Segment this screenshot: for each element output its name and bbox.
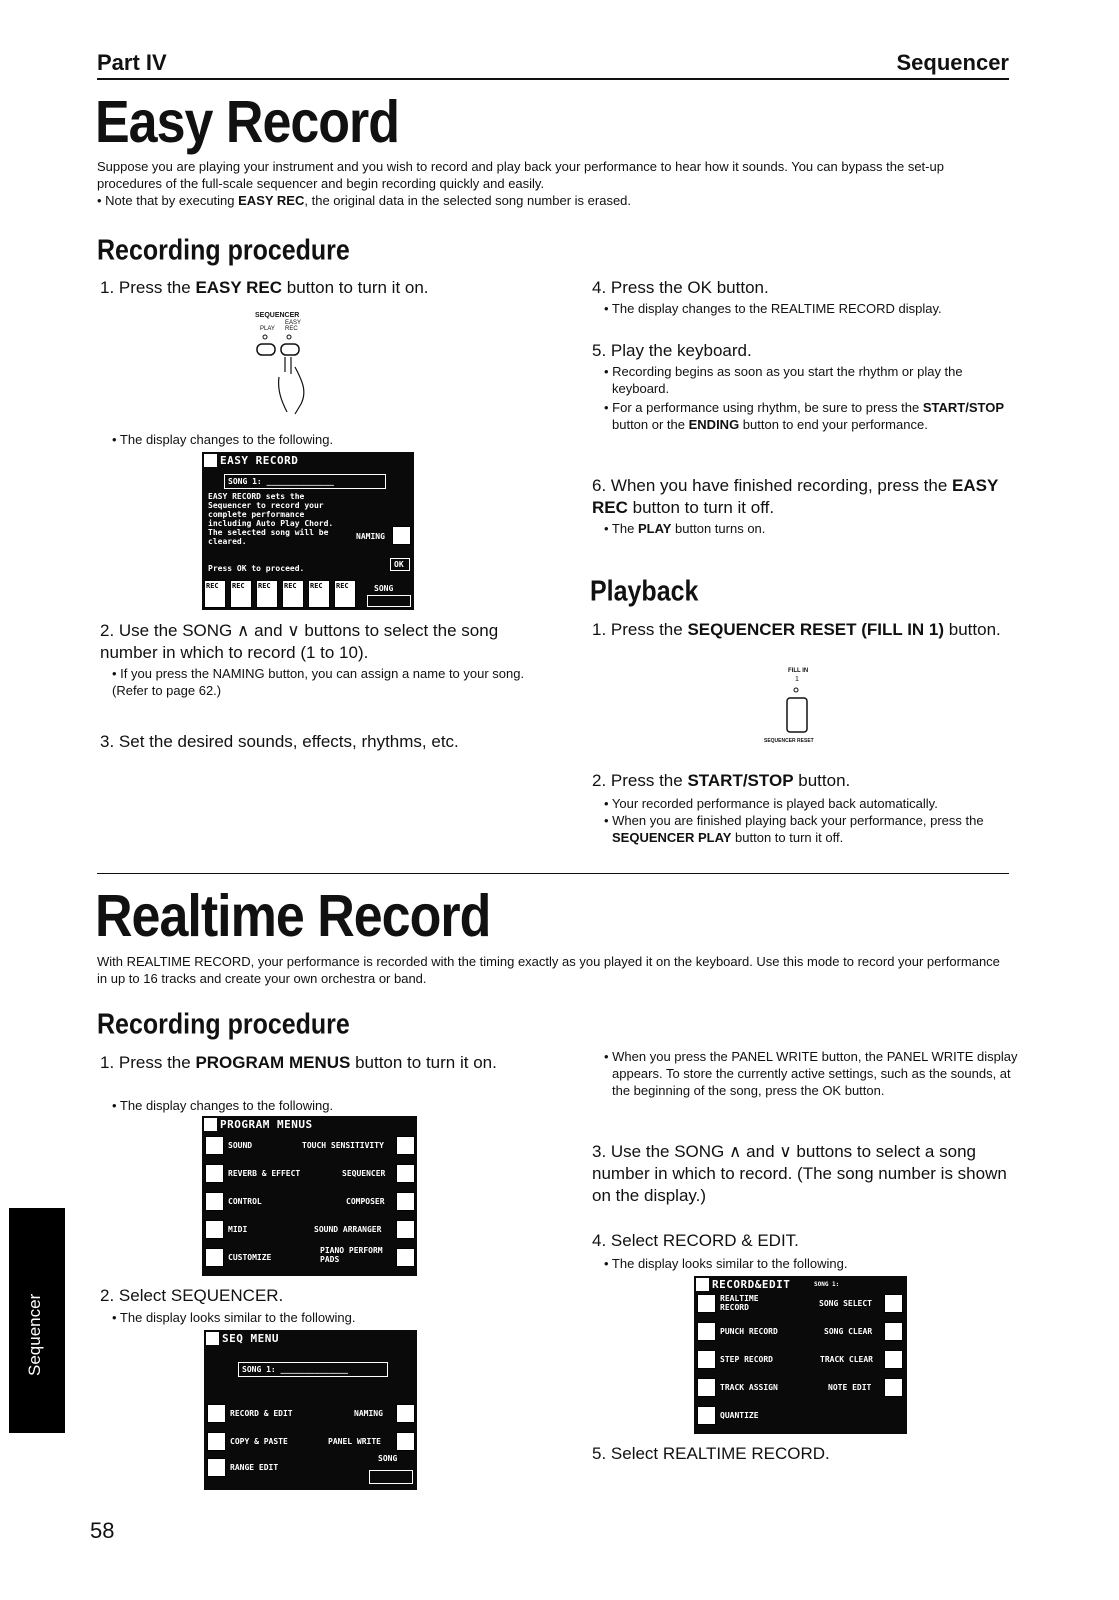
hand-pressing-button-icon	[255, 312, 345, 422]
program-menus-display: PROGRAM MENUS SOUND TOUCH SENSITIVITY REVERB & EFFECT SEQUENCER CONTROL COMPOSER MIDI SOUND ARRANGER CUSTOMIZE PIANO PERFORM PADS	[202, 1116, 417, 1276]
realtime-record-title: Realtime Record	[95, 883, 491, 950]
rec-button-6: REC	[334, 580, 356, 608]
realtime-step-5: 5. Select REALTIME RECORD.	[592, 1444, 830, 1463]
control-icon	[205, 1192, 224, 1211]
playback-step-2: 2. Press the START/STOP button.	[592, 771, 851, 790]
display-title-icon	[204, 454, 217, 467]
note-edit-icon	[884, 1378, 903, 1397]
realtime-step-2-note: • The display looks similar to the following.	[112, 1310, 356, 1325]
realtime-proc-title: Recording procedure	[97, 1008, 350, 1041]
easy-step-1: 1. Press the EASY REC button to turn it on.	[100, 278, 429, 297]
easy-step-2-note: • If you press the NAMING button, you can assign a name to your song. (Refer to page 62.)	[112, 666, 525, 698]
easy-step-3: 3. Set the desired sounds, effects, rhythms, etc.	[100, 732, 459, 751]
song-clear-icon	[884, 1322, 903, 1341]
customize-icon	[205, 1248, 224, 1267]
easy-step-6: 6. When you have finished recording, press the EASY REC button to turn it off.	[592, 476, 999, 517]
song-select-icon	[884, 1294, 903, 1313]
realtime-step-1-note: • The display changes to the following.	[112, 1098, 334, 1113]
easy-rec-panel-illustration: SEQUENCER EASY PLAY REC	[255, 312, 345, 422]
reverb-effect-icon	[205, 1164, 224, 1183]
range-edit-icon	[207, 1458, 226, 1477]
piano-perform-pads-icon	[396, 1248, 415, 1267]
rec-button-1: REC	[204, 580, 226, 608]
sound-arranger-icon	[396, 1220, 415, 1239]
part-label: Part IV	[97, 50, 167, 75]
rec-button-4: REC	[282, 580, 304, 608]
realtime-record-icon	[697, 1294, 716, 1313]
rec-button-5: REC	[308, 580, 330, 608]
easy-step-5-note-2: • For a performance using rhythm, be sure to press the START/STOP button or the ENDING button to end your performance.	[604, 400, 1005, 432]
easy-step-5-note-1: • Recording begins as soon as you start the rhythm or play the keyboard.	[604, 364, 963, 396]
realtime-step-1: 1. Press the PROGRAM MENUS button to turn it on.	[100, 1053, 497, 1072]
song-field: SONG 1: ______________	[224, 474, 386, 489]
header-rule	[97, 78, 1009, 80]
rec-button-3: REC	[256, 580, 278, 608]
song-field: SONG 1: ______________	[238, 1362, 388, 1377]
naming-icon	[392, 526, 411, 545]
easy-proc-title: Recording procedure	[97, 234, 350, 267]
realtime-step-4: 4. Select RECORD & EDIT.	[592, 1231, 799, 1250]
panel-write-note: • When you press the PANEL WRITE button, the PANEL WRITE display appears. To store the currently active settings, such as the sounds, at the beginning of the song, press the OK button.	[604, 1049, 1018, 1098]
sequencer-reset-illustration: FILL IN 1 SEQUENCER RESET	[770, 668, 830, 748]
quantize-icon	[697, 1406, 716, 1425]
easy-step-5: 5. Play the keyboard.	[592, 341, 752, 360]
record-edit-icon	[207, 1404, 226, 1423]
panel-write-icon	[396, 1432, 415, 1451]
section-label: Sequencer	[896, 50, 1009, 75]
easy-record-display: EASY RECORD SONG 1: ______________ EASY RECORD sets the Sequencer to record your complete performance including Auto Play Chord. The selected song will be cleared. NAMING Press OK to proceed. OK REC REC REC REC REC REC SONG	[202, 452, 414, 610]
easy-step-4-note: • The display changes to the REALTIME RECORD display.	[604, 301, 942, 316]
track-clear-icon	[884, 1350, 903, 1369]
easy-record-intro	[97, 158, 1009, 209]
realtime-record-intro: With REALTIME RECORD, your performance is recorded with the timing exactly as you played it on the keyboard. Use this mode to record your performance in up to 16 tracks and create your own orchestra or band.	[97, 954, 1000, 986]
section-divider	[97, 873, 1009, 874]
touch-sensitivity-icon	[396, 1136, 415, 1155]
easy-record-title: Easy Record	[95, 89, 400, 156]
reset-button-icon	[770, 668, 830, 748]
display-title-icon	[204, 1118, 217, 1131]
easy-step-1-note: • The display changes to the following.	[112, 432, 334, 447]
record-edit-display: RECORD&EDIT SONG 1: REALTIME RECORD SONG SELECT PUNCH RECORD SONG CLEAR STEP RECORD TRACK CLEAR TRACK ASSIGN NOTE EDIT QUANTIZE	[694, 1276, 907, 1434]
intro-paragraph: Suppose you are playing your instrument and you wish to record and play back your performance to hear how it sounds. You can bypass the set-up procedures of the full-scale sequencer and begin recording quickly and easily.	[97, 159, 944, 191]
playback-step-1: 1. Press the SEQUENCER RESET (FILL IN 1) button.	[592, 620, 1001, 639]
easy-step-6-note: • The PLAY button turns on.	[604, 521, 766, 536]
punch-record-icon	[697, 1322, 716, 1341]
display-title-icon	[696, 1278, 709, 1291]
realtime-step-4-note: • The display looks similar to the following.	[604, 1256, 848, 1271]
easy-step-2: 2. Use the SONG ∧ and ∨ buttons to select the song number in which to record (1 to 10).	[100, 621, 499, 662]
realtime-step-3: 3. Use the SONG ∧ and ∨ buttons to select a song number in which to record. (The song number is shown on the display.)	[592, 1142, 1007, 1205]
intro-note: • Note that by executing EASY REC, the original data in the selected song number is erased.	[97, 193, 632, 208]
seq-menu-display: SEQ MENU SONG 1: ______________ RECORD & EDIT NAMING COPY & PASTE PANEL WRITE RANGE EDIT SONG	[204, 1330, 417, 1490]
sequencer-icon	[396, 1164, 415, 1183]
ok-button: OK	[390, 558, 410, 571]
rec-button-2: REC	[230, 580, 252, 608]
page-number: 58	[90, 1518, 115, 1543]
sequencer-side-tab: Sequencer	[9, 1208, 65, 1433]
naming-icon	[396, 1404, 415, 1423]
copy-paste-icon	[207, 1432, 226, 1451]
playback-step-2-note-1: • Your recorded performance is played back automatically.	[604, 796, 938, 811]
step-record-icon	[697, 1350, 716, 1369]
song-up-down-icon	[367, 595, 411, 607]
realtime-step-2: 2. Select SEQUENCER.	[100, 1286, 284, 1305]
track-assign-icon	[697, 1378, 716, 1397]
easy-step-4: 4. Press the OK button.	[592, 278, 769, 297]
display-title-icon	[206, 1332, 219, 1345]
song-up-down-icon	[369, 1470, 413, 1484]
midi-icon	[205, 1220, 224, 1239]
sound-icon	[205, 1136, 224, 1155]
playback-step-2-note-2: • When you are finished playing back your performance, press the SEQUENCER PLAY button to turn it off.	[604, 813, 984, 845]
composer-icon	[396, 1192, 415, 1211]
playback-title: Playback	[590, 575, 699, 608]
